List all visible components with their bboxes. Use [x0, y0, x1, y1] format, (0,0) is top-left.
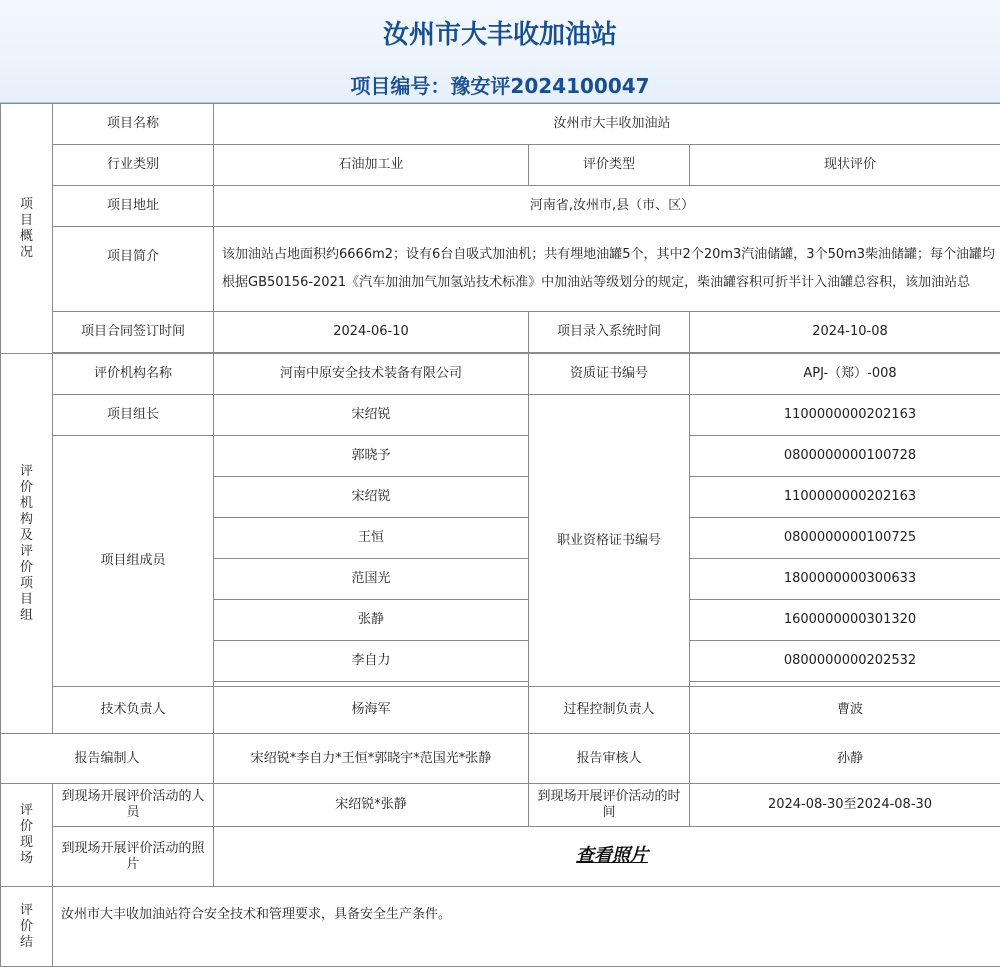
- entry-date-label: 项目录入系统时间: [529, 312, 690, 353]
- site-photo-cell: [214, 827, 1000, 887]
- view-photos-link[interactable]: 查看照片: [576, 845, 648, 866]
- industry-value: 石油加工业: [214, 145, 529, 186]
- tech-lead-label: 技术负责人: [53, 687, 214, 734]
- industry-label: 行业类别: [53, 145, 214, 186]
- team-member-name: 宋绍锐: [214, 477, 529, 518]
- page-title: 汝州市大丰收加油站: [0, 14, 1000, 51]
- leader-label: 项目组长: [53, 395, 214, 436]
- project-name-label: 项目名称: [53, 104, 214, 145]
- brief-line-1: 该加油站占地面积约6666m2；设有6台自吸式加油机；共有埋地油罐5个，其中2个20m3汽油储罐，3个50m3柴油储罐；每个油罐均: [222, 241, 1000, 269]
- team-member-cert: 0800000000202532: [690, 641, 1000, 682]
- contract-date-label: 项目合同签订时间: [53, 312, 214, 353]
- team-member-name: 郭晓予: [214, 436, 529, 477]
- conclusion-section-label: 评价结: [1, 887, 53, 967]
- team-member-cert: 1100000000202163: [690, 477, 1000, 518]
- compiler-label: 报告编制人: [1, 734, 214, 784]
- qual-cert-label: 职业资格证书编号: [529, 395, 690, 687]
- compiler-value: 宋绍锐*李自力*王恒*郭晓宇*范国光*张静: [214, 734, 529, 784]
- site-time-value: 2024-08-30至2024-08-30: [690, 784, 1000, 827]
- project-number: 项目编号：豫安评2024100047: [0, 70, 1000, 99]
- overview-section-label: 项目概况: [1, 104, 53, 354]
- tech-lead-value: 杨海军: [214, 687, 529, 734]
- reviewer-label: 报告审核人: [529, 734, 690, 784]
- site-time-label: 到现场开展评价活动的时间: [529, 784, 690, 827]
- process-lead-label: 过程控制负责人: [529, 687, 690, 734]
- org-name-value: 河南中原安全技术装备有限公司: [214, 354, 529, 395]
- team-member-name: 宋绍锐: [214, 395, 529, 436]
- cert-number-value: APJ-（郑）-008: [690, 354, 1000, 395]
- site-photo-label: 到现场开展评价活动的照片: [53, 827, 214, 887]
- project-info-table: [0, 103, 1000, 967]
- eval-type-value: 现状评价: [690, 145, 1000, 186]
- org-name-label: 评价机构名称: [53, 354, 214, 395]
- team-member-name: 张静: [214, 600, 529, 641]
- project-name-value: 汝州市大丰收加油站: [214, 104, 1000, 145]
- site-section-label: 评价现场: [1, 784, 53, 887]
- entry-date-value: 2024-10-08: [690, 312, 1000, 353]
- brief-line-2: 根据GB50156-2021《汽车加油加气加氢站技术标准》中加油站等级划分的规定，柴油罐容积可折半计入油罐总容积，该加油站总: [222, 269, 1000, 297]
- team-member-cert: 1800000000300633: [690, 559, 1000, 600]
- brief-value: [214, 227, 1000, 312]
- members-label: 项目组成员: [53, 436, 214, 687]
- team-member-name: 范国光: [214, 559, 529, 600]
- address-value: 河南省,汝州市,县（市、区）: [214, 186, 1000, 227]
- team-section-label: 评价机构及评价项目组: [1, 354, 53, 734]
- team-member-name: 王恒: [214, 518, 529, 559]
- team-member-cert: 1100000000202163: [690, 395, 1000, 436]
- reviewer-value: 孙静: [690, 734, 1000, 784]
- eval-type-label: 评价类型: [529, 145, 690, 186]
- cert-number-label: 资质证书编号: [529, 354, 690, 395]
- team-member-cert: 1600000000301320: [690, 600, 1000, 641]
- contract-date-value: 2024-06-10: [214, 312, 529, 353]
- team-member-cert: 0800000000100728: [690, 436, 1000, 477]
- site-people-label: 到现场开展评价活动的人员: [53, 784, 214, 827]
- page-header: [0, 0, 1000, 103]
- team-member-name: 李自力: [214, 641, 529, 682]
- process-lead-value: 曹波: [690, 687, 1000, 734]
- address-label: 项目地址: [53, 186, 214, 227]
- brief-label: 项目简介: [53, 227, 214, 312]
- conclusion-text: 汝州市大丰收加油站符合安全技术和管理要求，具备安全生产条件。: [53, 887, 1000, 967]
- site-people-value: 宋绍锐*张静: [214, 784, 529, 827]
- team-member-cert: 0800000000100725: [690, 518, 1000, 559]
